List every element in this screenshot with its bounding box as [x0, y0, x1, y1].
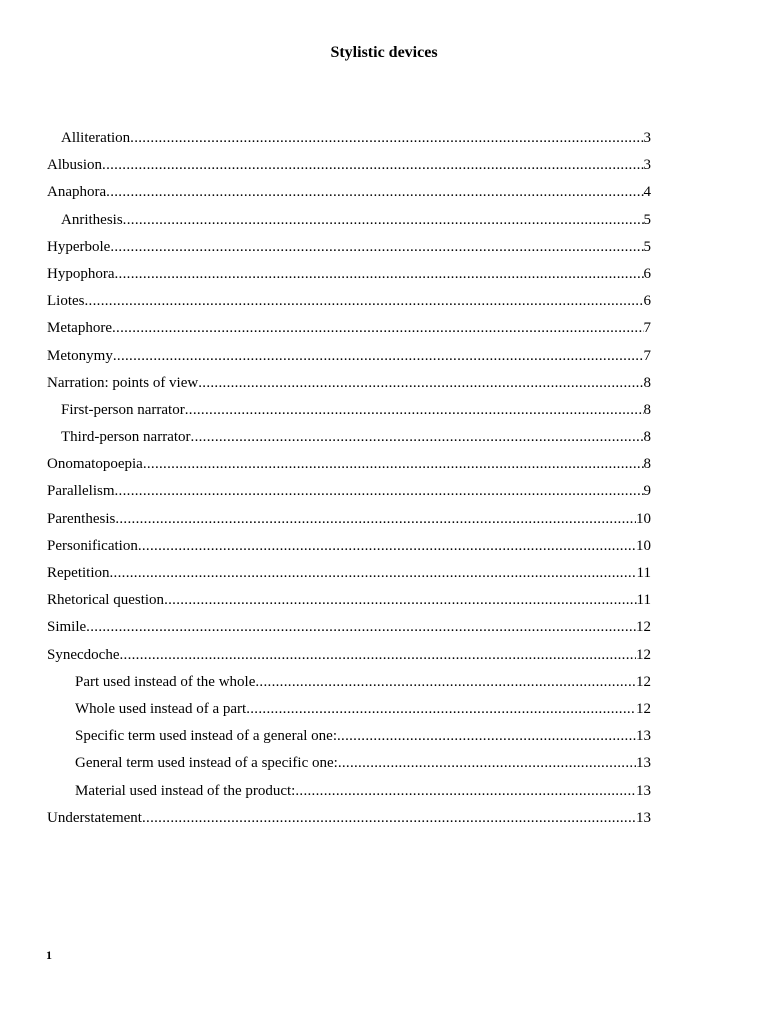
toc-entry-page: 3 [643, 130, 651, 146]
toc-entry-label: Parallelism [47, 483, 115, 500]
toc-dot-leader [255, 669, 636, 696]
toc-entry-label: Simile [47, 619, 87, 636]
toc-dot-leader [106, 179, 643, 206]
toc-dot-leader [85, 288, 644, 315]
toc-entry[interactable] [47, 560, 651, 587]
toc-entry[interactable] [47, 778, 651, 805]
toc-entry-label: First-person narrator [61, 401, 185, 418]
toc-dot-leader [102, 152, 643, 179]
toc-entry-label: Whole used instead of a part [75, 700, 247, 717]
page-number: 1 [46, 948, 52, 962]
toc-entry-page: 8 [643, 429, 651, 446]
toc-dot-leader [119, 642, 636, 669]
toc-dot-leader [295, 778, 636, 805]
toc-dot-leader [337, 723, 636, 750]
toc-entry-page: 6 [643, 293, 651, 310]
toc-entry-label: Anrithesis [61, 211, 123, 228]
document-title: Stylistic devices [330, 44, 438, 61]
toc-entry-page: 12 [636, 673, 651, 690]
toc-dot-leader [191, 424, 644, 451]
toc-entry-page: 11 [636, 592, 651, 609]
toc-entry-label: Third-person narrator [61, 429, 191, 446]
toc-entry-page: 12 [636, 619, 651, 636]
toc-entry-page: 4 [643, 184, 651, 201]
toc-entry-page: 8 [643, 456, 651, 473]
toc-entry[interactable] [47, 506, 651, 533]
toc-entry-label: Understatement [47, 809, 142, 826]
toc-dot-leader [112, 315, 644, 342]
toc-entry-page: 12 [636, 700, 651, 717]
toc-dot-leader [115, 478, 644, 505]
toc-dot-leader [138, 533, 636, 560]
toc-dot-leader [110, 560, 637, 587]
toc-entry-page: 3 [643, 157, 651, 174]
toc-dot-leader [113, 343, 644, 370]
toc-entry-label: Liotes [47, 293, 85, 310]
toc-entry-label: Narration: points of view [47, 374, 199, 391]
toc-entry[interactable] [47, 125, 651, 152]
toc-dot-leader [246, 696, 636, 723]
toc-entry-page: 11 [636, 565, 651, 581]
toc-entry-page: 6 [643, 265, 651, 282]
toc-entry-label: Material used instead of the product: [75, 782, 296, 799]
toc-entry-label: Part used instead of the whole [75, 673, 256, 690]
toc-entry-label: Alliteration [61, 130, 131, 146]
toc-dot-leader [338, 750, 636, 777]
toc-dot-leader [198, 370, 643, 397]
toc-dot-leader [164, 587, 636, 614]
toc-entry-page: 13 [636, 755, 651, 772]
toc-entry[interactable] [47, 451, 651, 478]
toc-entry-label: Parenthesis [47, 510, 116, 527]
toc-entry-label: Repetition [47, 565, 110, 581]
toc-entry[interactable] [47, 152, 651, 179]
toc-entry[interactable] [47, 424, 651, 451]
toc-entry[interactable] [47, 478, 651, 505]
toc-entry[interactable] [47, 669, 651, 696]
toc-dot-leader [123, 207, 644, 234]
toc-entry[interactable] [47, 343, 651, 370]
toc-entry[interactable] [47, 642, 651, 669]
toc-entry-label: Personification [47, 537, 138, 554]
toc-entry-label: Synecdoche [47, 646, 120, 663]
toc-entry[interactable] [47, 207, 651, 234]
toc-entry-label: Albusion [47, 157, 103, 174]
toc-entry-page: 13 [636, 728, 651, 745]
toc-entry-label: Rhetorical question [47, 592, 165, 609]
toc-dot-leader [110, 234, 643, 261]
toc-entry[interactable] [47, 750, 651, 777]
toc-entry[interactable] [47, 288, 651, 315]
toc-entry[interactable] [47, 315, 651, 342]
toc-entry-page: 13 [636, 809, 651, 826]
toc-entry[interactable] [47, 614, 651, 641]
toc-dot-leader [86, 614, 636, 641]
toc-entry[interactable] [47, 179, 651, 206]
toc-entry-label: Onomatopoepia [47, 456, 143, 473]
toc-entry[interactable] [47, 397, 651, 424]
toc-entry[interactable] [47, 261, 651, 288]
toc-dot-leader [130, 125, 643, 152]
toc-entry[interactable] [47, 696, 651, 723]
toc-entry-label: Metonymy [47, 347, 113, 364]
toc-entry-label: Hypophora [47, 265, 115, 282]
toc-entry-label: Specific term used instead of a general one: [75, 728, 337, 745]
toc-entry[interactable] [47, 723, 651, 750]
toc-dot-leader [143, 451, 644, 478]
toc-dot-leader [115, 506, 636, 533]
toc-entry-page: 12 [636, 646, 651, 663]
toc-entry-label: Hyperbole [47, 238, 111, 255]
toc-entry-page: 8 [643, 374, 651, 391]
toc-entry[interactable] [47, 805, 651, 832]
toc-entry-page: 5 [643, 211, 651, 228]
toc-entry-label: Anaphora [47, 184, 107, 201]
toc-entry[interactable] [47, 370, 651, 397]
toc-entry-page: 10 [636, 537, 651, 554]
toc-entry-page: 9 [643, 483, 651, 500]
toc-entry-page: 7 [643, 347, 651, 364]
toc-entry[interactable] [47, 587, 651, 614]
toc-dot-leader [185, 397, 644, 424]
toc-dot-leader [115, 261, 644, 288]
toc-entry-label: Metaphore [47, 320, 112, 337]
toc-entry-page: 7 [643, 320, 651, 337]
table-of-contents [47, 125, 651, 832]
toc-entry-label: General term used instead of a specific one: [75, 755, 338, 772]
toc-entry-page: 5 [643, 238, 651, 255]
toc-entry[interactable] [47, 533, 651, 560]
toc-entry-page: 13 [636, 782, 651, 799]
toc-dot-leader [142, 805, 636, 832]
toc-entry-page: 10 [636, 510, 651, 527]
toc-entry[interactable] [47, 234, 651, 261]
toc-entry-page: 8 [643, 401, 651, 418]
